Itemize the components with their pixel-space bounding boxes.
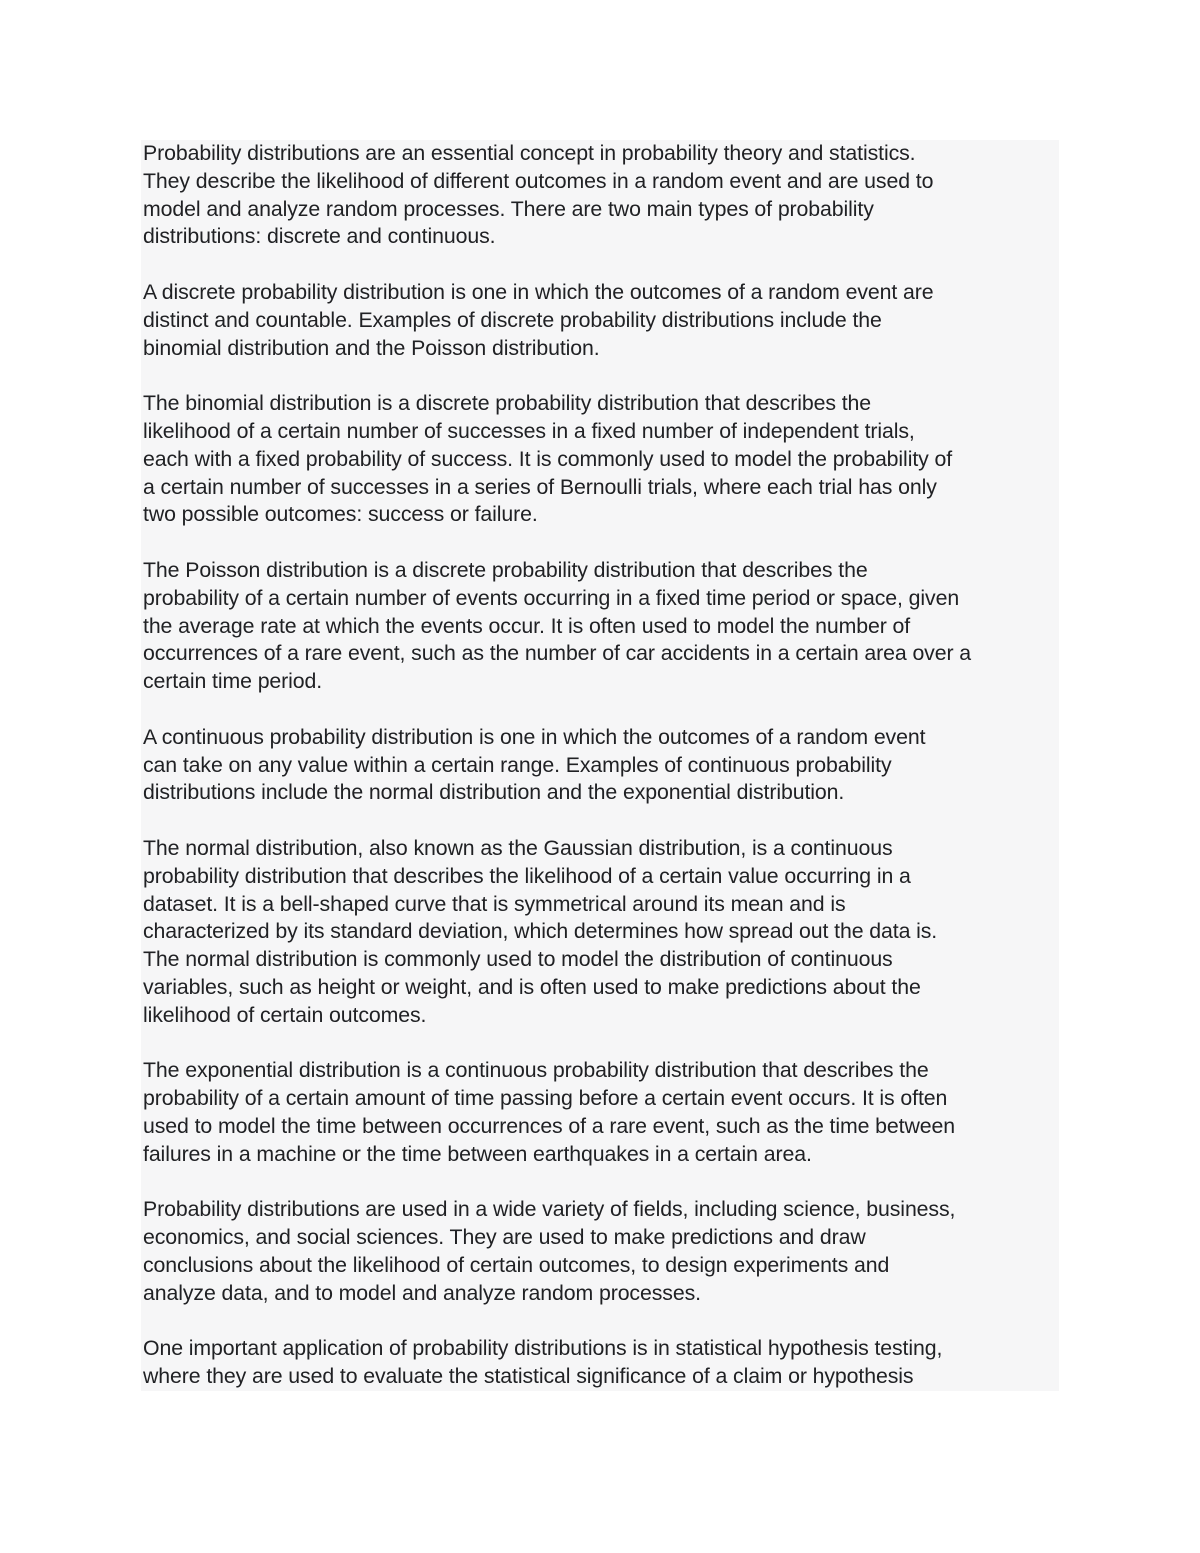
text-line: each with a fixed probability of success. It is commonly used to model the probability of (143, 446, 953, 471)
text-line: probability of a certain amount of time passing before a certain event occurs. It is often (143, 1086, 948, 1111)
text-line: the average rate at which the events occur. It is often used to model the number of (143, 613, 911, 638)
paragraph (141, 557, 1059, 696)
paragraph-spacer (141, 807, 1059, 835)
text-line: The Poisson distribution is a discrete probability distribution that describes the (143, 557, 868, 582)
text-line: likelihood of certain outcomes. (143, 1002, 427, 1027)
paragraph (141, 1057, 1059, 1168)
text-line: Probability distributions are used in a wide variety of fields, including science, business, (143, 1197, 956, 1222)
text-line: variables, such as height or weight, and is often used to make predictions about the (143, 974, 921, 999)
paragraph (141, 835, 1059, 1030)
text-line: probability of a certain number of events occurring in a fixed time period or space, given (143, 585, 960, 610)
paragraph-spacer (141, 251, 1059, 279)
paragraph (141, 724, 1059, 807)
paragraph-spacer (141, 362, 1059, 390)
paragraph (141, 140, 1059, 251)
text-line: two possible outcomes: success or failure. (143, 502, 538, 527)
paragraph-spacer (141, 1307, 1059, 1335)
text-line: occurrences of a rare event, such as the number of car accidents in a certain area over a (143, 641, 972, 666)
text-line: distinct and countable. Examples of discrete probability distributions include the (143, 307, 882, 332)
text-line: used to model the time between occurrences of a rare event, such as the time between (143, 1113, 955, 1138)
text-line: conclusions about the likelihood of certain outcomes, to design experiments and (143, 1252, 890, 1277)
text-line: analyze data, and to model and analyze random processes. (143, 1280, 701, 1305)
document-body (141, 140, 1059, 1391)
text-line: failures in a machine or the time between earthquakes in a certain area. (143, 1141, 812, 1166)
text-line: A discrete probability distribution is one in which the outcomes of a random event are (143, 279, 934, 304)
text-line: certain time period. (143, 669, 323, 694)
paragraph (141, 390, 1059, 529)
paragraph (141, 279, 1059, 362)
text-line: where they are used to evaluate the statistical significance of a claim or hypothesis (143, 1364, 914, 1389)
text-line: The exponential distribution is a continuous probability distribution that describes the (143, 1058, 929, 1083)
text-line: can take on any value within a certain range. Examples of continuous probability (143, 752, 892, 777)
text-line: model and analyze random processes. There are two main types of probability (143, 196, 874, 221)
text-line: A continuous probability distribution is one in which the outcomes of a random event (143, 724, 926, 749)
paragraph-spacer (141, 1168, 1059, 1196)
text-line: dataset. It is a bell-shaped curve that is symmetrical around its mean and is (143, 891, 846, 916)
paragraph-spacer (141, 529, 1059, 557)
paragraph (141, 1335, 1059, 1391)
text-line: The normal distribution, also known as the Gaussian distribution, is a continuous (143, 835, 893, 860)
text-line: The binomial distribution is a discrete probability distribution that describes the (143, 391, 872, 416)
text-line: economics, and social sciences. They are used to make predictions and draw (143, 1225, 866, 1250)
text-line: probability distribution that describes the likelihood of a certain value occurring in a (143, 863, 911, 888)
text-line: They describe the likelihood of different outcomes in a random event and are used to (143, 168, 934, 193)
paragraph-spacer (141, 696, 1059, 724)
text-line: distributions: discrete and continuous. (143, 224, 496, 249)
text-line: Probability distributions are an essential concept in probability theory and statistics. (143, 141, 916, 165)
text-line: characterized by its standard deviation, which determines how spread out the data is. (143, 919, 938, 944)
text-line: The normal distribution is commonly used to model the distribution of continuous (143, 947, 893, 972)
text-line: a certain number of successes in a series of Bernoulli trials, where each trial has only (143, 474, 937, 499)
text-line: likelihood of a certain number of successes in a fixed number of independent trials, (143, 418, 915, 443)
paragraph-spacer (141, 1030, 1059, 1058)
paragraph (141, 1196, 1059, 1307)
text-line: One important application of probability distributions is in statistical hypothesis testing, (143, 1336, 943, 1361)
text-line: binomial distribution and the Poisson distribution. (143, 335, 600, 360)
text-line: distributions include the normal distribution and the exponential distribution. (143, 780, 845, 805)
